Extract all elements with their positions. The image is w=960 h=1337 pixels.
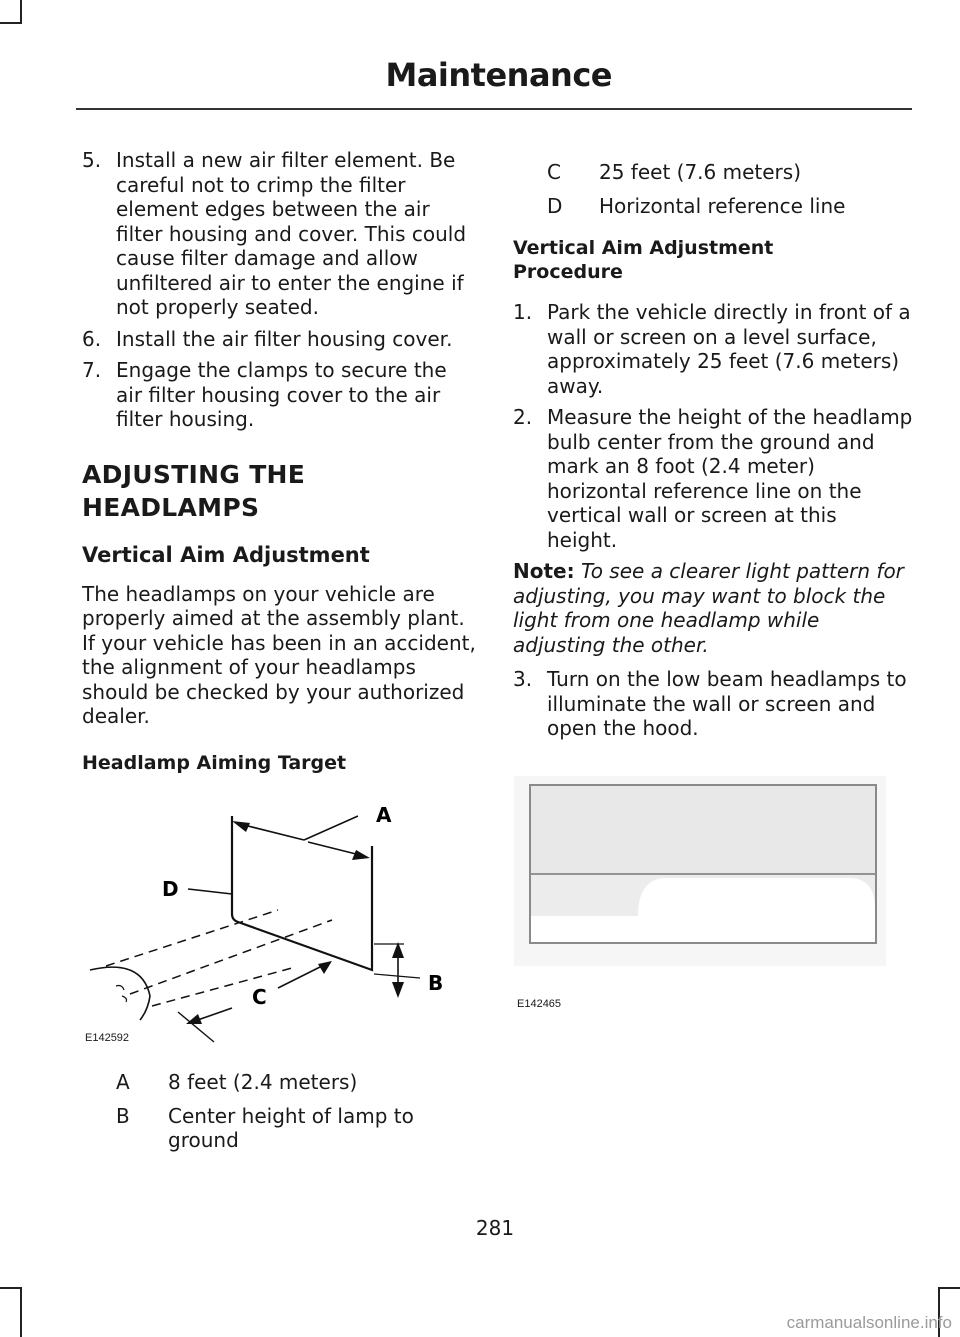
label-a: A bbox=[376, 803, 392, 827]
step-text: Measure the height of the headlamp bulb center from the ground and mark an 8 foot (2.4 meter) horizontal reference line on the vertical wall or screen at this height. bbox=[547, 405, 913, 552]
step-number: 1. bbox=[513, 300, 533, 324]
step-item bbox=[513, 405, 913, 552]
crop-mark-top-left-horizontal bbox=[0, 22, 22, 24]
crop-mark-bottom-left-horizontal bbox=[0, 1287, 22, 1289]
legend-item bbox=[547, 160, 913, 185]
note-text: To see a clearer light pattern for adjusting, you may want to block the light from one headlamp while adjusting the other. bbox=[513, 559, 904, 657]
page-header bbox=[76, 52, 912, 110]
label-d: D bbox=[162, 877, 179, 901]
step-text: Engage the clamps to secure the air filter housing cover to the air filter housing. bbox=[116, 358, 447, 431]
left-column bbox=[82, 148, 477, 785]
legend-key: A bbox=[116, 1070, 130, 1094]
step-item bbox=[513, 300, 913, 398]
headlamp-outline bbox=[116, 986, 127, 1003]
c-arrowhead-left bbox=[186, 1014, 202, 1024]
a-pointer-line bbox=[304, 816, 358, 840]
main-heading-line-2: HEADLAMPS bbox=[82, 492, 260, 522]
watermark: carmanualsonline.info bbox=[786, 1313, 952, 1332]
upper-wall-shade bbox=[531, 786, 875, 874]
note-label: Note: bbox=[513, 559, 575, 583]
main-heading bbox=[82, 458, 477, 524]
headlamp-aiming-target-figure bbox=[82, 788, 462, 1050]
step-number: 2. bbox=[513, 405, 533, 429]
step-item bbox=[513, 667, 913, 741]
beam-dash-lower bbox=[152, 968, 292, 1006]
b-ground-line bbox=[374, 974, 420, 978]
wall-screen-diagram bbox=[514, 776, 886, 966]
legend-item bbox=[547, 194, 913, 219]
figure-title: Headlamp Aiming Target bbox=[82, 751, 347, 774]
a-arrowhead-left bbox=[232, 821, 250, 832]
section-title: Maintenance bbox=[385, 56, 612, 94]
a-arrowhead-right bbox=[352, 850, 370, 860]
crop-mark-top-left-vertical bbox=[20, 0, 22, 24]
step-item bbox=[82, 327, 477, 352]
step-number: 7. bbox=[82, 358, 102, 382]
label-c: C bbox=[252, 985, 267, 1009]
step-number: 5. bbox=[82, 148, 102, 172]
intro-paragraph: The headlamps on your vehicle are properly aimed at the assembly plant. If your vehicle has been in an accident, the alignment of your headlamps should be checked by your authorized dealer. bbox=[82, 581, 476, 728]
d-pointer-line bbox=[188, 889, 232, 894]
figure-code: E142592 bbox=[85, 1032, 130, 1044]
car-front-outline bbox=[90, 967, 150, 1020]
legend-key: B bbox=[116, 1103, 130, 1128]
crop-mark-bottom-right-horizontal bbox=[938, 1287, 960, 1289]
legend-value: Center height of lamp to ground bbox=[168, 1103, 414, 1152]
c-arrowhead-right bbox=[318, 961, 332, 974]
step-text: Park the vehicle directly in front of a wall or screen on a level surface, approximately 25 feet (7.6 meters) away. bbox=[547, 300, 911, 398]
main-heading-line-1: ADJUSTING THE bbox=[82, 459, 306, 489]
legend-item bbox=[116, 1104, 476, 1153]
b-arrowhead-down bbox=[392, 982, 404, 998]
step-text: Install a new air filter element. Be careful not to crimp the filter element edges between the air filter housing and cover. This could cause filter damage and allow unfiltered air to enter the engine if not properly seated. bbox=[116, 148, 467, 319]
a-arrow-left bbox=[240, 824, 304, 840]
right-column bbox=[513, 160, 913, 748]
step-item bbox=[82, 358, 477, 432]
beam-dash-middle bbox=[130, 920, 332, 994]
legend-key: D bbox=[547, 193, 563, 218]
crop-mark-bottom-left-vertical bbox=[20, 1287, 22, 1337]
right-legend bbox=[513, 160, 913, 218]
page-number: 281 bbox=[475, 1216, 515, 1240]
legend-value: 25 feet (7.6 meters) bbox=[599, 160, 802, 184]
step-text: Install the air filter housing cover. bbox=[116, 326, 453, 351]
beam-dash-upper bbox=[106, 910, 278, 966]
figure-code: E142465 bbox=[517, 998, 562, 1010]
wall-light-pattern-figure bbox=[514, 776, 886, 1016]
label-b: B bbox=[428, 971, 444, 995]
note-block bbox=[513, 559, 913, 657]
legend-value: 8 feet (2.4 meters) bbox=[168, 1070, 358, 1094]
subheading: Vertical Aim Adjustment bbox=[82, 542, 370, 567]
step-text: Turn on the low beam headlamps to illuminate the wall or screen and open the hood. bbox=[547, 667, 907, 740]
light-pattern bbox=[638, 878, 875, 942]
c-arrow-right bbox=[278, 964, 326, 988]
legend-item bbox=[116, 1070, 476, 1095]
left-legend bbox=[116, 1070, 476, 1162]
step-item bbox=[82, 148, 477, 320]
step-number: 3. bbox=[513, 667, 533, 691]
legend-key: C bbox=[547, 160, 561, 184]
step-number: 6. bbox=[82, 326, 102, 351]
aiming-target-diagram bbox=[82, 788, 462, 1050]
legend-value: Horizontal reference line bbox=[599, 193, 846, 218]
procedure-heading: Vertical Aim Adjustment Procedure bbox=[513, 237, 774, 283]
